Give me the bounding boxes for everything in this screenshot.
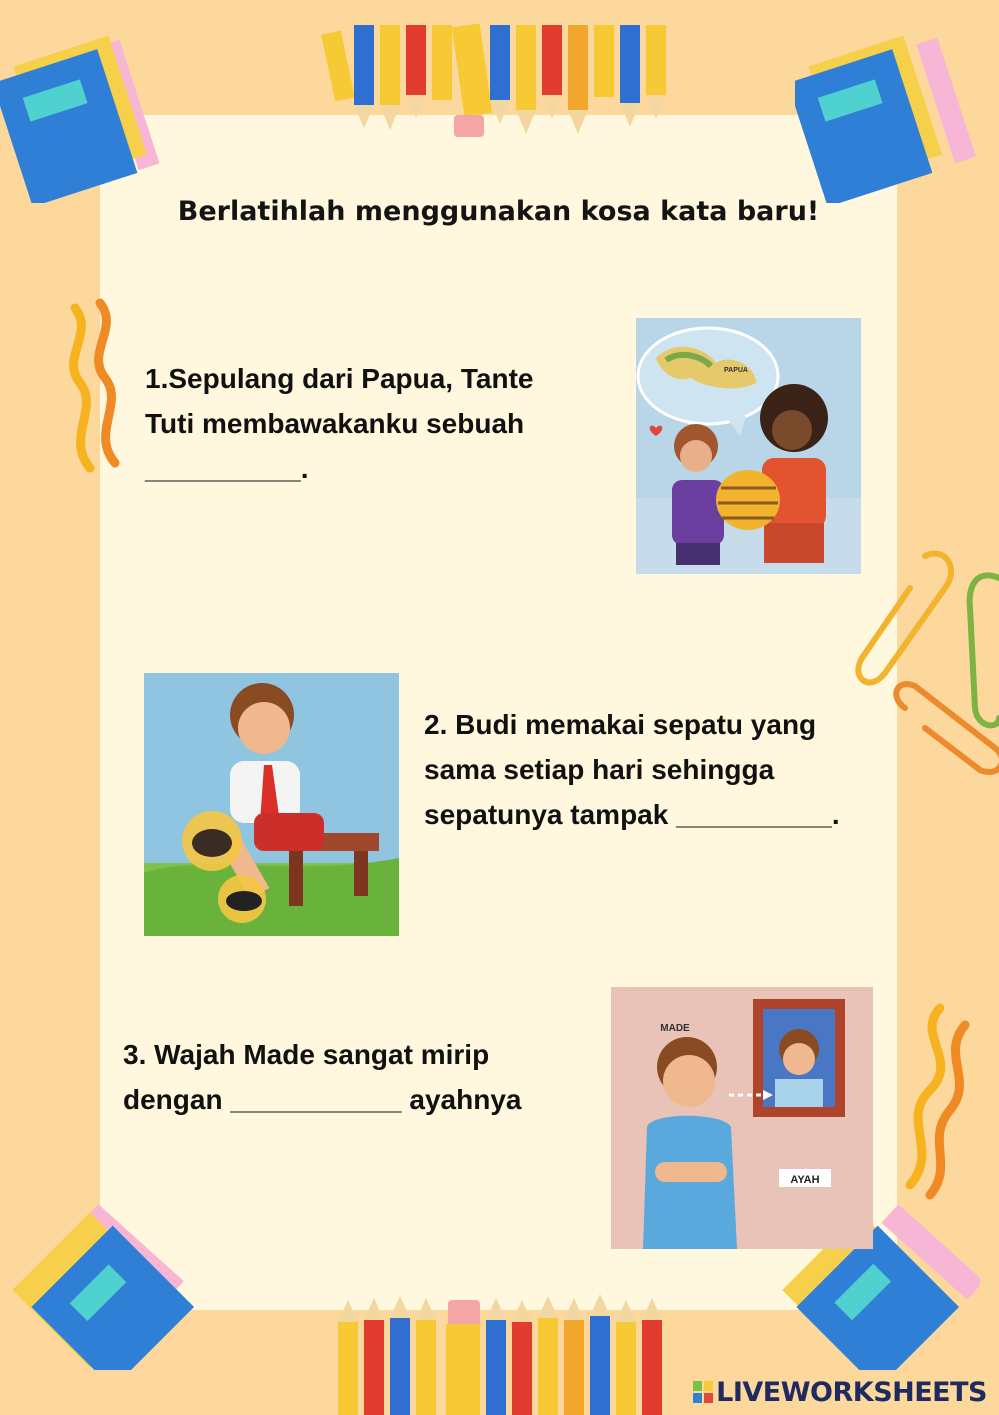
picture-aunt-gift [636,318,861,574]
map-label: PAPUA [724,367,748,374]
picture-made-father [611,987,873,1249]
question-1-blank[interactable]: __________. [145,453,309,484]
book-icon [795,36,976,203]
worksheet-title: Berlatihlah menggunakan kosa kata baru! [177,196,820,227]
pencil-icon [338,1294,662,1415]
squiggle-left [55,298,145,478]
squiggle-icon [910,1008,965,1195]
squiggle-right [870,1000,980,1200]
question-1-line-1: Sepulang dari Papua, Tante [168,363,534,394]
question-2-line-3[interactable]: sepatunya tampak __________. [424,799,840,830]
question-3-line-1: Wajah Made sangat mirip [154,1039,490,1070]
question-2-line-1: Budi memakai sepatu yang [455,709,817,740]
question-3-line-2[interactable]: dengan ___________ ayahnya [123,1084,522,1115]
squiggle-icon [74,303,115,468]
question-2 [424,702,894,837]
book-stack-top-right [795,28,985,203]
question-1-line-2: Tuti membawakanku sebuah [145,408,525,439]
frame-label: AYAH [790,1174,820,1186]
boy-label: MADE [660,1023,690,1034]
question-1 [145,356,595,491]
book-icon [12,1204,194,1370]
liveworksheets-logo-icon [693,1381,713,1403]
pencil-row-top [320,20,680,140]
book-stack-bottom-left [10,1200,210,1370]
book-stack-top-left [0,28,190,203]
picture-worn-shoes [144,673,399,936]
question-3 [123,1032,603,1122]
question-2-number: 2. [424,709,448,740]
question-3-number: 3. [123,1039,147,1070]
book-icon [0,36,160,203]
question-2-line-2: sama setiap hari sehingga [424,754,775,785]
pencil-icon [321,23,666,137]
footer-brand [693,1375,987,1409]
pencil-row-bottom [322,1292,682,1415]
footer-brand-text: LIVEWORKSHEETS [716,1376,987,1408]
question-1-number: 1. [145,363,169,394]
